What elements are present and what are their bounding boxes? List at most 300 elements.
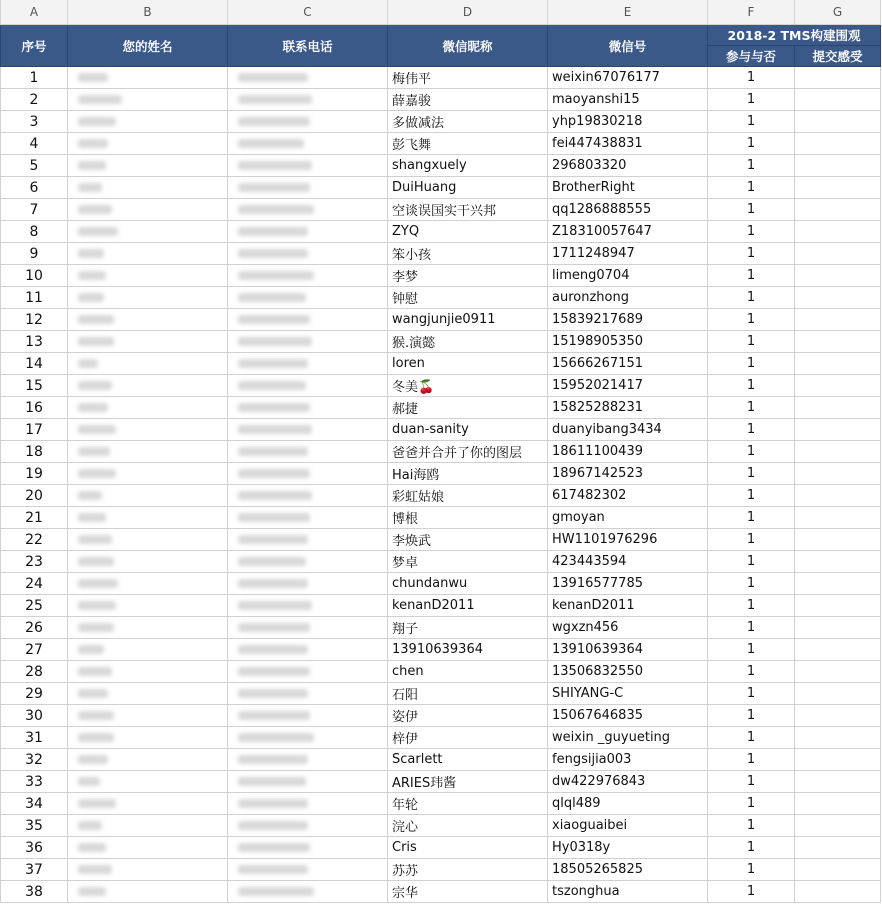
feedback-cell[interactable] (795, 265, 881, 287)
wechat-nick-cell[interactable]: 苏苏 (388, 859, 548, 881)
wechat-nick-cell[interactable]: ZYQ (388, 221, 548, 243)
wechat-id-cell[interactable]: auronzhong (548, 287, 708, 309)
participate-cell[interactable]: 1 (708, 375, 795, 397)
participate-cell[interactable]: 1 (708, 859, 795, 881)
wechat-id-cell[interactable]: yhp19830218 (548, 111, 708, 133)
name-cell[interactable] (68, 881, 228, 903)
name-cell[interactable] (68, 67, 228, 89)
participate-cell[interactable]: 1 (708, 155, 795, 177)
phone-cell[interactable] (228, 551, 388, 573)
wechat-id-cell[interactable]: 296803320 (548, 155, 708, 177)
seq-cell[interactable]: 1 (1, 67, 68, 89)
name-cell[interactable] (68, 661, 228, 683)
name-cell[interactable] (68, 309, 228, 331)
participate-cell[interactable]: 1 (708, 111, 795, 133)
wechat-id-cell[interactable]: BrotherRight (548, 177, 708, 199)
seq-cell[interactable]: 8 (1, 221, 68, 243)
wechat-id-cell[interactable]: gmoyan (548, 507, 708, 529)
phone-cell[interactable] (228, 595, 388, 617)
participate-cell[interactable]: 1 (708, 661, 795, 683)
phone-cell[interactable] (228, 331, 388, 353)
wechat-id-cell[interactable]: 13916577785 (548, 573, 708, 595)
redacted-value (78, 161, 106, 170)
name-cell[interactable] (68, 793, 228, 815)
feedback-cell[interactable] (795, 89, 881, 111)
seq-cell[interactable]: 18 (1, 441, 68, 463)
feedback-cell[interactable] (795, 419, 881, 441)
wechat-nick-cell[interactable]: 多做减法 (388, 111, 548, 133)
wechat-nick-cell[interactable]: 爸爸并合并了你的图层 (388, 441, 548, 463)
name-cell[interactable] (68, 265, 228, 287)
name-cell[interactable] (68, 375, 228, 397)
wechat-id-cell[interactable]: 1711248947 (548, 243, 708, 265)
feedback-cell[interactable] (795, 661, 881, 683)
table-row (1, 221, 881, 243)
feedback-cell[interactable] (795, 815, 881, 837)
table-row (1, 111, 881, 133)
wechat-id-cell[interactable]: 18505265825 (548, 859, 708, 881)
seq-cell[interactable]: 37 (1, 859, 68, 881)
phone-cell[interactable] (228, 353, 388, 375)
wechat-id-cell[interactable]: Z18310057647 (548, 221, 708, 243)
wechat-nick-cell[interactable]: 彭飞舞 (388, 133, 548, 155)
name-cell[interactable] (68, 705, 228, 727)
wechat-id-cell[interactable]: limeng0704 (548, 265, 708, 287)
name-cell[interactable] (68, 353, 228, 375)
feedback-cell[interactable] (795, 463, 881, 485)
feedback-cell[interactable] (795, 353, 881, 375)
wechat-nick-cell[interactable]: Hai海鸥 (388, 463, 548, 485)
phone-cell[interactable] (228, 155, 388, 177)
phone-cell[interactable] (228, 881, 388, 903)
participate-cell[interactable]: 1 (708, 705, 795, 727)
wechat-id-cell[interactable]: 423443594 (548, 551, 708, 573)
wechat-nick-cell[interactable]: 翔子 (388, 617, 548, 639)
phone-cell[interactable] (228, 441, 388, 463)
phone-cell[interactable] (228, 705, 388, 727)
wechat-nick-cell[interactable]: 笨小孩 (388, 243, 548, 265)
header-row (1, 25, 881, 46)
header-phone[interactable]: 联系电话 (228, 25, 388, 67)
seq-cell[interactable]: 27 (1, 639, 68, 661)
seq-cell[interactable]: 32 (1, 749, 68, 771)
participate-cell[interactable]: 1 (708, 815, 795, 837)
wechat-nick-cell[interactable]: 梦卓 (388, 551, 548, 573)
seq-cell[interactable]: 13 (1, 331, 68, 353)
table-row (1, 639, 881, 661)
wechat-id-cell[interactable]: SHIYANG-C (548, 683, 708, 705)
wechat-nick-cell[interactable]: 浣心 (388, 815, 548, 837)
feedback-cell[interactable] (795, 177, 881, 199)
feedback-cell[interactable] (795, 793, 881, 815)
header-name[interactable]: 您的姓名 (68, 25, 228, 67)
phone-cell[interactable] (228, 89, 388, 111)
participate-cell[interactable]: 1 (708, 727, 795, 749)
seq-cell[interactable]: 21 (1, 507, 68, 529)
seq-cell[interactable]: 28 (1, 661, 68, 683)
participate-cell[interactable]: 1 (708, 287, 795, 309)
wechat-id-cell[interactable]: duanyibang3434 (548, 419, 708, 441)
feedback-cell[interactable] (795, 705, 881, 727)
participate-cell[interactable]: 1 (708, 551, 795, 573)
participate-cell[interactable]: 1 (708, 397, 795, 419)
feedback-cell[interactable] (795, 573, 881, 595)
wechat-nick-cell[interactable]: 冬美🍒 (388, 375, 548, 397)
table-row (1, 529, 881, 551)
seq-cell[interactable]: 34 (1, 793, 68, 815)
name-cell[interactable] (68, 221, 228, 243)
feedback-cell[interactable] (795, 199, 881, 221)
wechat-nick-cell[interactable]: 13910639364 (388, 639, 548, 661)
name-cell[interactable] (68, 507, 228, 529)
feedback-cell[interactable] (795, 771, 881, 793)
wechat-id-cell[interactable]: kenanD2011 (548, 595, 708, 617)
phone-cell[interactable] (228, 529, 388, 551)
feedback-cell[interactable] (795, 67, 881, 89)
name-cell[interactable] (68, 683, 228, 705)
feedback-cell[interactable] (795, 727, 881, 749)
wechat-id-cell[interactable]: 15666267151 (548, 353, 708, 375)
participate-cell[interactable]: 1 (708, 529, 795, 551)
seq-cell[interactable]: 12 (1, 309, 68, 331)
phone-cell[interactable] (228, 375, 388, 397)
phone-cell[interactable] (228, 265, 388, 287)
name-cell[interactable] (68, 639, 228, 661)
phone-cell[interactable] (228, 573, 388, 595)
phone-cell[interactable] (228, 815, 388, 837)
name-cell[interactable] (68, 331, 228, 353)
participate-cell[interactable]: 1 (708, 837, 795, 859)
participate-cell[interactable]: 1 (708, 881, 795, 903)
feedback-cell[interactable] (795, 551, 881, 573)
table-row (1, 265, 881, 287)
wechat-nick-cell[interactable]: 梅伟平 (388, 67, 548, 89)
wechat-nick-cell[interactable]: Scarlett (388, 749, 548, 771)
phone-cell[interactable] (228, 243, 388, 265)
name-cell[interactable] (68, 771, 228, 793)
name-cell[interactable] (68, 749, 228, 771)
seq-cell[interactable]: 5 (1, 155, 68, 177)
participate-cell[interactable]: 1 (708, 67, 795, 89)
phone-cell[interactable] (228, 133, 388, 155)
wechat-nick-cell[interactable]: 年轮 (388, 793, 548, 815)
name-cell[interactable] (68, 199, 228, 221)
header-group[interactable]: 2018-2 TMS构建围观 (708, 25, 881, 46)
wechat-nick-cell[interactable]: 李梦 (388, 265, 548, 287)
wechat-nick-cell[interactable]: 郝捷 (388, 397, 548, 419)
seq-cell[interactable]: 2 (1, 89, 68, 111)
wechat-id-cell[interactable]: Hy0318y (548, 837, 708, 859)
wechat-nick-cell[interactable]: 空谈误国实干兴邦 (388, 199, 548, 221)
feedback-cell[interactable] (795, 617, 881, 639)
wechat-nick-cell[interactable]: chen (388, 661, 548, 683)
participate-cell[interactable]: 1 (708, 199, 795, 221)
phone-cell[interactable] (228, 397, 388, 419)
wechat-id-cell[interactable]: 13506832550 (548, 661, 708, 683)
redacted-value (238, 95, 312, 104)
wechat-id-cell[interactable]: 13910639364 (548, 639, 708, 661)
wechat-id-cell[interactable]: 15067646835 (548, 705, 708, 727)
seq-cell[interactable]: 11 (1, 287, 68, 309)
phone-cell[interactable] (228, 727, 388, 749)
redacted-value (78, 579, 118, 588)
feedback-cell[interactable] (795, 639, 881, 661)
name-cell[interactable] (68, 485, 228, 507)
phone-cell[interactable] (228, 463, 388, 485)
column-letter[interactable]: B (68, 0, 228, 25)
wechat-nick-cell[interactable]: 李焕武 (388, 529, 548, 551)
seq-cell[interactable]: 14 (1, 353, 68, 375)
name-cell[interactable] (68, 133, 228, 155)
column-letter[interactable]: C (228, 0, 388, 25)
participate-cell[interactable]: 1 (708, 573, 795, 595)
name-cell[interactable] (68, 837, 228, 859)
name-cell[interactable] (68, 573, 228, 595)
name-cell[interactable] (68, 815, 228, 837)
seq-cell[interactable]: 35 (1, 815, 68, 837)
feedback-cell[interactable] (795, 881, 881, 903)
participate-cell[interactable]: 1 (708, 639, 795, 661)
name-cell[interactable] (68, 551, 228, 573)
participate-cell[interactable]: 1 (708, 771, 795, 793)
wechat-id-cell[interactable]: tszonghua (548, 881, 708, 903)
phone-cell[interactable] (228, 661, 388, 683)
participate-cell[interactable]: 1 (708, 463, 795, 485)
seq-cell[interactable]: 29 (1, 683, 68, 705)
seq-cell[interactable]: 15 (1, 375, 68, 397)
feedback-cell[interactable] (795, 485, 881, 507)
participate-cell[interactable]: 1 (708, 89, 795, 111)
name-cell[interactable] (68, 463, 228, 485)
phone-cell[interactable] (228, 419, 388, 441)
column-letter[interactable]: G (795, 0, 881, 25)
seq-cell[interactable]: 33 (1, 771, 68, 793)
participate-cell[interactable]: 1 (708, 507, 795, 529)
feedback-cell[interactable] (795, 155, 881, 177)
name-cell[interactable] (68, 111, 228, 133)
wechat-nick-cell[interactable]: DuiHuang (388, 177, 548, 199)
header-wechat-id[interactable]: 微信号 (548, 25, 708, 67)
seq-cell[interactable]: 6 (1, 177, 68, 199)
feedback-cell[interactable] (795, 749, 881, 771)
wechat-nick-cell[interactable]: 博根 (388, 507, 548, 529)
feedback-cell[interactable] (795, 859, 881, 881)
column-letter[interactable]: D (388, 0, 548, 25)
wechat-id-cell[interactable]: wgxzn456 (548, 617, 708, 639)
wechat-id-cell[interactable]: qlql489 (548, 793, 708, 815)
name-cell[interactable] (68, 419, 228, 441)
feedback-cell[interactable] (795, 309, 881, 331)
wechat-nick-cell[interactable]: 彩虹姑娘 (388, 485, 548, 507)
name-cell[interactable] (68, 243, 228, 265)
phone-cell[interactable] (228, 507, 388, 529)
column-letter[interactable]: E (548, 0, 708, 25)
seq-cell[interactable]: 4 (1, 133, 68, 155)
wechat-id-cell[interactable]: maoyanshi15 (548, 89, 708, 111)
table-row (1, 573, 881, 595)
participate-cell[interactable]: 1 (708, 793, 795, 815)
wechat-nick-cell[interactable]: wangjunjie0911 (388, 309, 548, 331)
feedback-cell[interactable] (795, 375, 881, 397)
feedback-cell[interactable] (795, 837, 881, 859)
feedback-cell[interactable] (795, 441, 881, 463)
redacted-value (78, 337, 114, 346)
feedback-cell[interactable] (795, 133, 881, 155)
feedback-cell[interactable] (795, 507, 881, 529)
wechat-id-cell[interactable]: fei447438831 (548, 133, 708, 155)
wechat-nick-cell[interactable]: kenanD2011 (388, 595, 548, 617)
seq-cell[interactable]: 17 (1, 419, 68, 441)
participate-cell[interactable]: 1 (708, 441, 795, 463)
participate-cell[interactable]: 1 (708, 243, 795, 265)
phone-cell[interactable] (228, 771, 388, 793)
phone-cell[interactable] (228, 221, 388, 243)
wechat-id-cell[interactable]: 15198905350 (548, 331, 708, 353)
wechat-nick-cell[interactable]: 薛嘉骏 (388, 89, 548, 111)
phone-cell[interactable] (228, 287, 388, 309)
seq-cell[interactable]: 22 (1, 529, 68, 551)
seq-cell[interactable]: 24 (1, 573, 68, 595)
wechat-id-cell[interactable]: 15952021417 (548, 375, 708, 397)
header-wechat-nick[interactable]: 微信昵称 (388, 25, 548, 67)
participate-cell[interactable]: 1 (708, 617, 795, 639)
wechat-nick-cell[interactable]: duan-sanity (388, 419, 548, 441)
feedback-cell[interactable] (795, 111, 881, 133)
wechat-id-cell[interactable]: 18611100439 (548, 441, 708, 463)
participate-cell[interactable]: 1 (708, 221, 795, 243)
name-cell[interactable] (68, 177, 228, 199)
feedback-cell[interactable] (795, 683, 881, 705)
seq-cell[interactable]: 31 (1, 727, 68, 749)
feedback-cell[interactable] (795, 243, 881, 265)
feedback-cell[interactable] (795, 287, 881, 309)
participate-cell[interactable]: 1 (708, 133, 795, 155)
header-participate[interactable]: 参与与否 (708, 46, 795, 67)
phone-cell[interactable] (228, 111, 388, 133)
phone-cell[interactable] (228, 617, 388, 639)
seq-cell[interactable]: 16 (1, 397, 68, 419)
phone-cell[interactable] (228, 837, 388, 859)
wechat-nick-cell[interactable]: chundanwu (388, 573, 548, 595)
name-cell[interactable] (68, 397, 228, 419)
wechat-nick-cell[interactable]: 石阳 (388, 683, 548, 705)
seq-cell[interactable]: 20 (1, 485, 68, 507)
seq-cell[interactable]: 26 (1, 617, 68, 639)
seq-cell[interactable]: 9 (1, 243, 68, 265)
phone-cell[interactable] (228, 683, 388, 705)
wechat-id-cell[interactable]: 15839217689 (548, 309, 708, 331)
participate-cell[interactable]: 1 (708, 353, 795, 375)
wechat-id-cell[interactable]: 617482302 (548, 485, 708, 507)
participate-cell[interactable]: 1 (708, 177, 795, 199)
seq-cell[interactable]: 38 (1, 881, 68, 903)
wechat-id-cell[interactable]: qq1286888555 (548, 199, 708, 221)
participate-cell[interactable]: 1 (708, 595, 795, 617)
redacted-value (238, 491, 312, 500)
wechat-nick-cell[interactable]: Cris (388, 837, 548, 859)
participate-cell[interactable]: 1 (708, 331, 795, 353)
feedback-cell[interactable] (795, 595, 881, 617)
column-letter[interactable]: A (1, 0, 68, 25)
participate-cell[interactable]: 1 (708, 485, 795, 507)
wechat-id-cell[interactable]: weixin _guyueting (548, 727, 708, 749)
redacted-value (238, 623, 310, 632)
wechat-id-cell[interactable]: dw422976843 (548, 771, 708, 793)
feedback-cell[interactable] (795, 331, 881, 353)
participate-cell[interactable]: 1 (708, 265, 795, 287)
phone-cell[interactable] (228, 639, 388, 661)
seq-cell[interactable]: 10 (1, 265, 68, 287)
phone-cell[interactable] (228, 177, 388, 199)
seq-cell[interactable]: 3 (1, 111, 68, 133)
redacted-value (78, 755, 108, 764)
name-cell[interactable] (68, 859, 228, 881)
wechat-id-cell[interactable]: xiaoguaibei (548, 815, 708, 837)
wechat-nick-cell[interactable]: ARIES玮酱 (388, 771, 548, 793)
seq-cell[interactable]: 7 (1, 199, 68, 221)
wechat-nick-cell[interactable]: 猴.演懿 (388, 331, 548, 353)
seq-cell[interactable]: 19 (1, 463, 68, 485)
name-cell[interactable] (68, 89, 228, 111)
phone-cell[interactable] (228, 859, 388, 881)
name-cell[interactable] (68, 441, 228, 463)
wechat-id-cell[interactable]: HW1101976296 (548, 529, 708, 551)
column-letter[interactable]: F (708, 0, 795, 25)
name-cell[interactable] (68, 529, 228, 551)
wechat-nick-cell[interactable]: shangxuely (388, 155, 548, 177)
feedback-cell[interactable] (795, 221, 881, 243)
wechat-nick-cell[interactable]: 钟慰 (388, 287, 548, 309)
redacted-value (78, 117, 116, 126)
wechat-id-cell[interactable]: 18967142523 (548, 463, 708, 485)
participate-cell[interactable]: 1 (708, 419, 795, 441)
participate-cell[interactable]: 1 (708, 683, 795, 705)
name-cell[interactable] (68, 155, 228, 177)
phone-cell[interactable] (228, 793, 388, 815)
feedback-cell[interactable] (795, 529, 881, 551)
seq-cell[interactable]: 36 (1, 837, 68, 859)
header-seq[interactable]: 序号 (1, 25, 68, 67)
feedback-cell[interactable] (795, 397, 881, 419)
participate-cell[interactable]: 1 (708, 749, 795, 771)
redacted-value (78, 645, 104, 654)
name-cell[interactable] (68, 595, 228, 617)
wechat-id-cell[interactable]: fengsijia003 (548, 749, 708, 771)
wechat-nick-cell[interactable]: 姿伊 (388, 705, 548, 727)
seq-cell[interactable]: 25 (1, 595, 68, 617)
wechat-nick-cell[interactable]: 宗华 (388, 881, 548, 903)
participate-cell[interactable]: 1 (708, 309, 795, 331)
phone-cell[interactable] (228, 199, 388, 221)
redacted-value (78, 227, 118, 236)
name-cell[interactable] (68, 287, 228, 309)
name-cell[interactable] (68, 727, 228, 749)
phone-cell[interactable] (228, 485, 388, 507)
redacted-value (238, 469, 310, 478)
name-cell[interactable] (68, 617, 228, 639)
wechat-nick-cell[interactable]: 梓伊 (388, 727, 548, 749)
seq-cell[interactable]: 23 (1, 551, 68, 573)
phone-cell[interactable] (228, 309, 388, 331)
phone-cell[interactable] (228, 67, 388, 89)
phone-cell[interactable] (228, 749, 388, 771)
header-feedback[interactable]: 提交感受 (795, 46, 881, 67)
seq-cell[interactable]: 30 (1, 705, 68, 727)
wechat-id-cell[interactable]: 15825288231 (548, 397, 708, 419)
redacted-value (238, 359, 308, 368)
wechat-id-cell[interactable]: weixin67076177 (548, 67, 708, 89)
wechat-nick-cell[interactable]: loren (388, 353, 548, 375)
